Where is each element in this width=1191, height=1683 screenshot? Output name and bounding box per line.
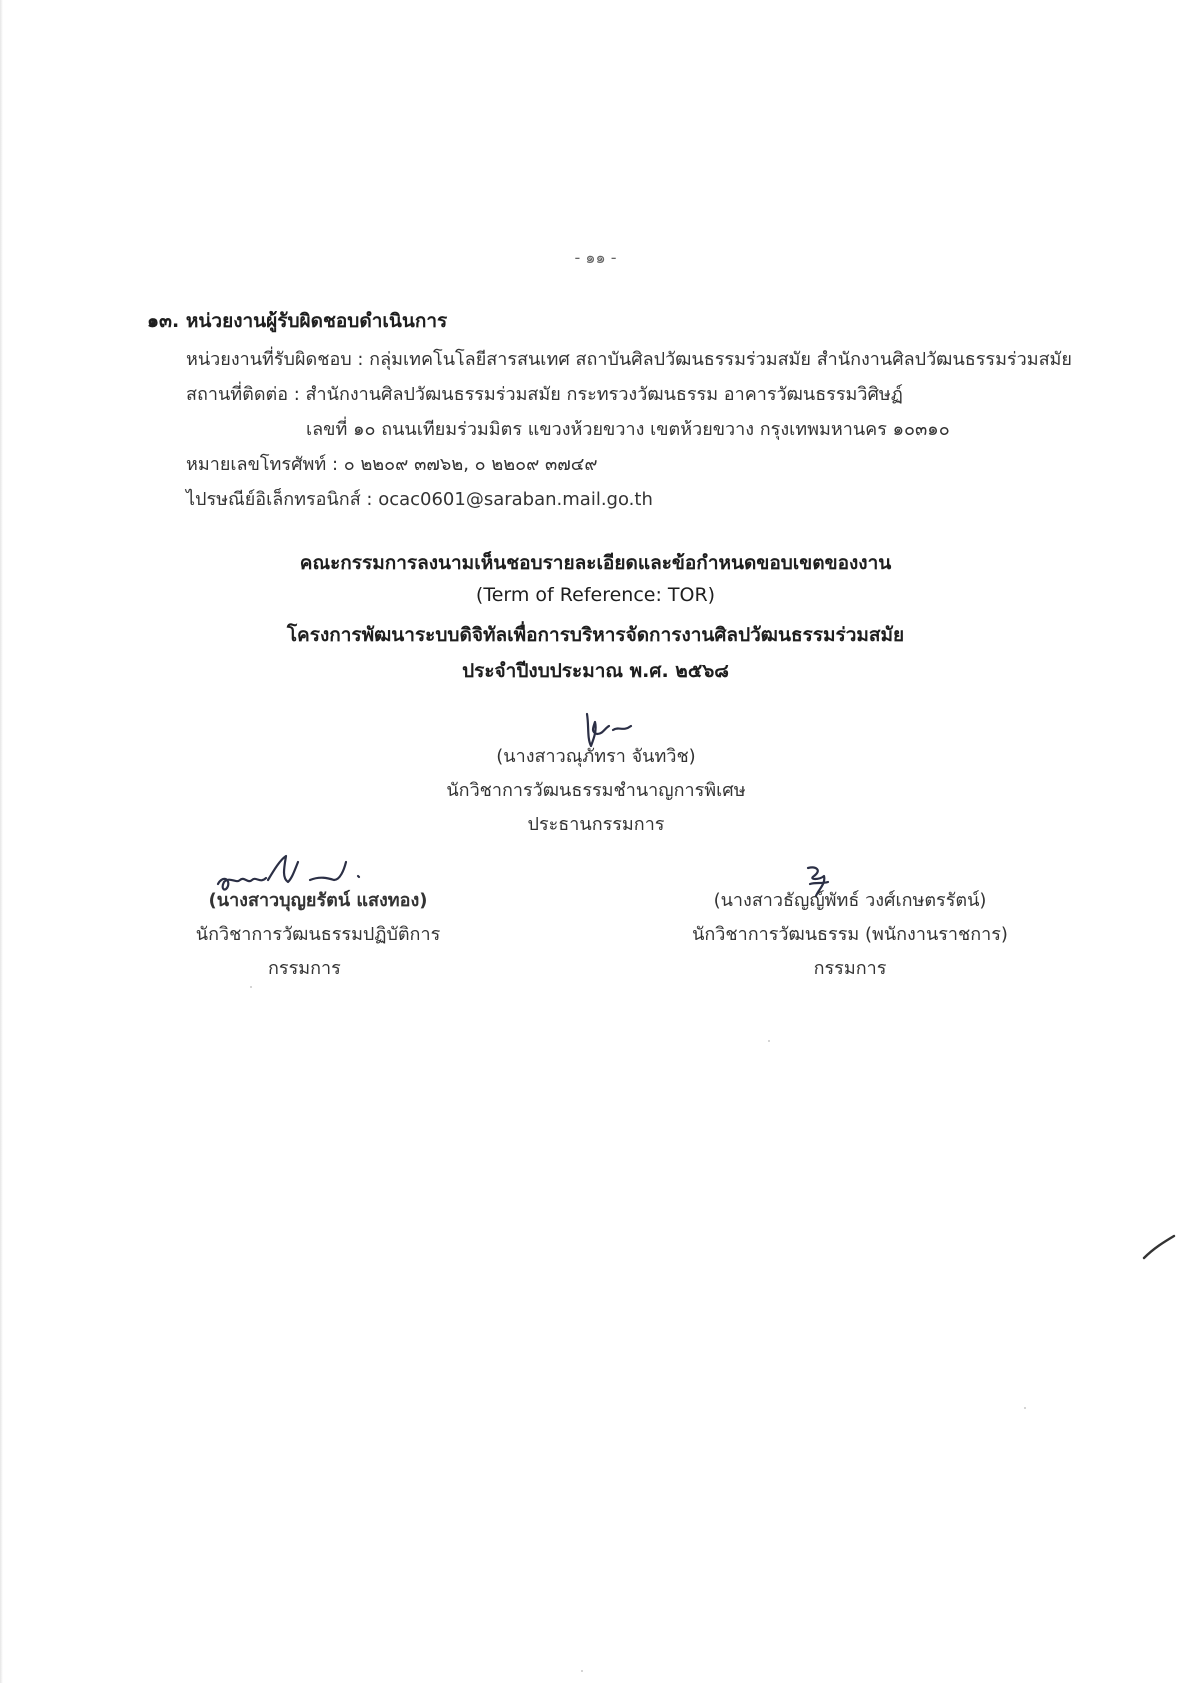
margin-pen-mark [1140,1228,1180,1268]
member-right-role: กรรมการ [813,958,887,979]
chair-signature-block [386,740,806,842]
chair-position: นักวิชาการวัฒนธรรมชำนาญการพิเศษ [446,780,746,801]
phone-line: หมายเลขโทรศัพท์ : ๐ ๒๒๐๙ ๓๗๖๒, ๐ ๒๒๐๙ ๓๗๔๙ [186,454,598,475]
scan-speck [1024,1407,1026,1409]
member-right-signature-block [660,884,1040,986]
committee-title-line-2: (Term of Reference: TOR) [475,584,716,606]
scan-speck [250,986,252,988]
responsible-unit-line: หน่วยงานที่รับผิดชอบ : กลุ่มเทคโนโลยีสารสนเทศ สถาบันศิลปวัฒนธรรมร่วมสมัย สำนักงานศิลปวัฒนธรรมร่วมสมัย [186,349,1072,370]
chair-role: ประธานกรรมการ [527,814,665,835]
committee-title-line-1: คณะกรรมการลงนามเห็นชอบรายละเอียดและข้อกำหนดขอบเขตของงาน [299,552,892,574]
address-line: เลขที่ ๑๐ ถนนเทียมร่วมมิตร แขวงห้วยขวาง เขตห้วยขวาง กรุงเทพมหานคร ๑๐๓๑๐ [306,419,950,440]
page-number: - ๑๑ - [574,248,617,267]
member-left-role: กรรมการ [268,958,341,979]
member-left-name: (นางสาวบุญยรัตน์ แสงทอง) [208,890,428,911]
contact-place-line: สถานที่ติดต่อ : สำนักงานศิลปวัฒนธรรมร่วมสมัย กระทรวงวัฒนธรรม อาคารวัฒนธรรมวิศิษฏ์ [186,384,903,405]
section-heading: ๑๓. หน่วยงานผู้รับผิดชอบดำเนินการ [147,310,448,332]
scan-speck [768,1040,770,1042]
committee-title-line-4: ประจำปีงบประมาณ พ.ศ. ๒๕๖๘ [462,660,729,682]
committee-title-line-3: โครงการพัฒนาระบบดิจิทัลเพื่อการบริหารจัดการงานศิลปวัฒนธรรมร่วมสมัย [286,624,905,646]
member-left-position: นักวิชาการวัฒนธรรมปฏิบัติการ [195,924,441,945]
scan-speck [581,1670,583,1672]
chair-name: (นางสาวณุภัทรา จันทวิช) [496,746,696,767]
member-right-name: (นางสาวธัญญ์พัทธ์ วงศ์เกษตรรัตน์) [713,890,987,911]
member-left-signature-block [158,884,478,986]
member-right-position: นักวิชาการวัฒนธรรม (พนักงานราชการ) [692,924,1008,945]
email-line: ไปรษณีย์อิเล็กทรอนิกส์ : ocac0601@saraban.mail.go.th [186,489,653,510]
